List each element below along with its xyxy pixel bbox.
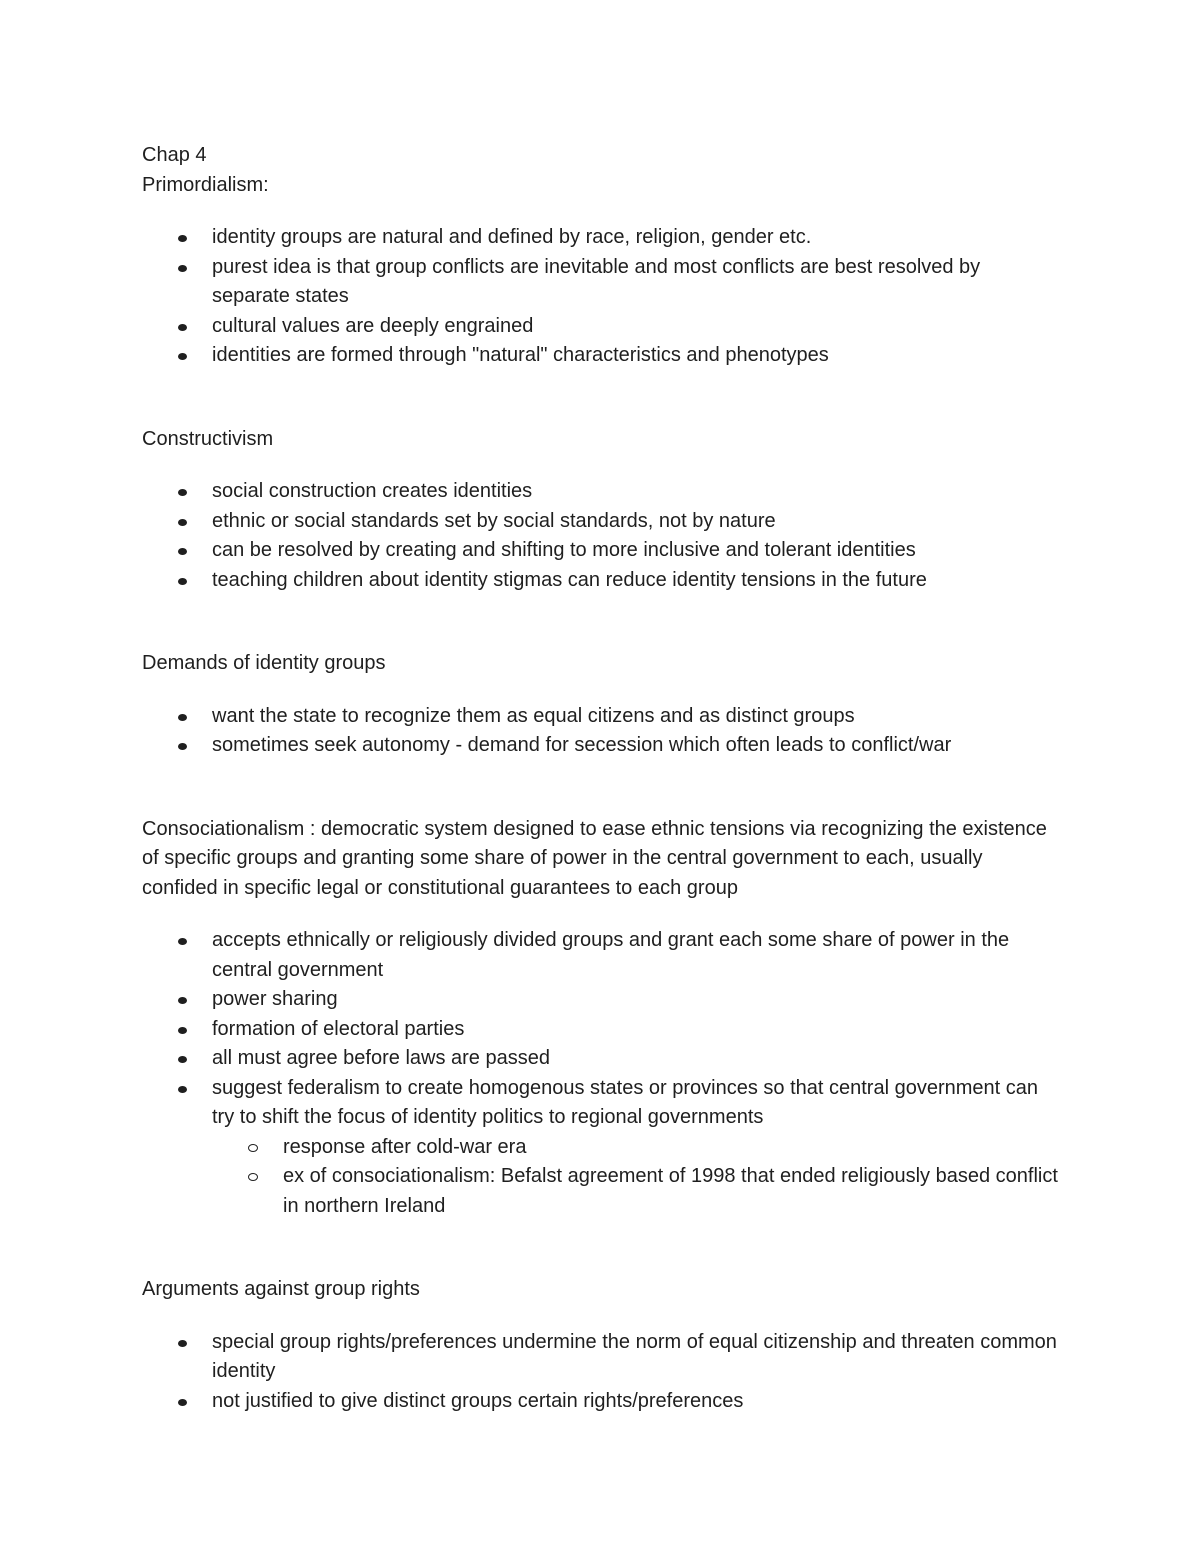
section-heading: Arguments against group rights — [142, 1278, 420, 1300]
hollow-bullet-icon — [248, 1144, 258, 1152]
sub-list-item: ex of consociationalism: Befalst agreement of 1998 that ended religiously based conflict in northern Ireland — [283, 1162, 1060, 1221]
bullet-icon — [178, 714, 187, 721]
bullet-icon — [178, 1056, 187, 1063]
bullet-icon — [178, 997, 187, 1004]
bullet-list — [142, 702, 1060, 761]
bullet-list — [142, 1328, 1060, 1417]
bullet-icon — [178, 489, 187, 496]
section-heading: Demands of identity groups — [142, 652, 386, 674]
list-item: formation of electoral parties — [212, 1015, 1060, 1045]
list-item: power sharing — [212, 985, 1060, 1015]
list-item: all must agree before laws are passed — [212, 1044, 1060, 1074]
bullet-icon — [178, 519, 187, 526]
sub-bullet-list — [212, 1133, 1060, 1222]
section-demands-of-identity-groups — [142, 649, 1060, 761]
list-item: suggest federalism to create homogenous states or provinces so that central government can try to shift the focus of identity politics to regional governments response after cold-war era ex of consociationalism: Befalst agreement of 1998 that ended religiously based conflict in northern Ireland — [212, 1074, 1060, 1222]
list-item: special group rights/preferences undermine the norm of equal citizenship and threaten common identity — [212, 1328, 1060, 1387]
sub-list-item: response after cold-war era — [283, 1133, 1060, 1163]
bullet-icon — [178, 578, 187, 585]
hollow-bullet-icon — [248, 1173, 258, 1181]
list-item: want the state to recognize them as equal citizens and as distinct groups — [212, 702, 1060, 732]
bullet-list — [142, 223, 1060, 371]
list-item: accepts ethnically or religiously divided groups and grant each some share of power in the central government — [212, 926, 1060, 985]
list-item: purest idea is that group conflicts are inevitable and most conflicts are best resolved by separate states — [212, 253, 1060, 312]
list-item: can be resolved by creating and shifting to more inclusive and tolerant identities — [212, 536, 1060, 566]
bullet-icon — [178, 1027, 187, 1034]
section-constructivism — [142, 425, 1060, 596]
section-heading: Constructivism — [142, 427, 274, 450]
bullet-icon — [178, 1399, 187, 1406]
list-item: ethnic or social standards set by social standards, not by nature — [212, 507, 1060, 537]
section-heading: Primordialism: — [142, 173, 269, 196]
bullet-icon — [178, 324, 187, 331]
section-primordialism — [142, 171, 1060, 371]
section-heading: Consociationalism : democratic system designed to ease ethnic tensions via recognizing the existence of specific groups and granting some share of power in the central government to each, usually confided in specific legal or constitutional guarantees to each group — [142, 817, 1047, 899]
list-item: not justified to give distinct groups certain rights/preferences — [212, 1387, 1060, 1417]
list-item: cultural values are deeply engrained — [212, 312, 1060, 342]
section-arguments-against-group-rights — [142, 1275, 1060, 1416]
list-item: sometimes seek autonomy - demand for secession which often leads to conflict/war — [212, 731, 1060, 761]
bullet-list — [142, 477, 1060, 595]
bullet-icon — [178, 265, 187, 272]
list-item: teaching children about identity stigmas can reduce identity tensions in the future — [212, 566, 1060, 596]
document-title: Chap 4 — [142, 144, 207, 166]
bullet-icon — [178, 1086, 187, 1093]
list-item: identity groups are natural and defined by race, religion, gender etc. — [212, 223, 1060, 253]
bullet-icon — [178, 1340, 187, 1347]
bullet-icon — [178, 548, 187, 555]
section-consociationalism — [142, 815, 1060, 1222]
bullet-icon — [178, 938, 187, 945]
bullet-icon — [178, 235, 187, 242]
bullet-icon — [178, 743, 187, 750]
bullet-icon — [178, 353, 187, 360]
list-item: identities are formed through "natural" characteristics and phenotypes — [212, 341, 1060, 371]
list-item: social construction creates identities — [212, 477, 1060, 507]
bullet-list — [142, 926, 1060, 1221]
